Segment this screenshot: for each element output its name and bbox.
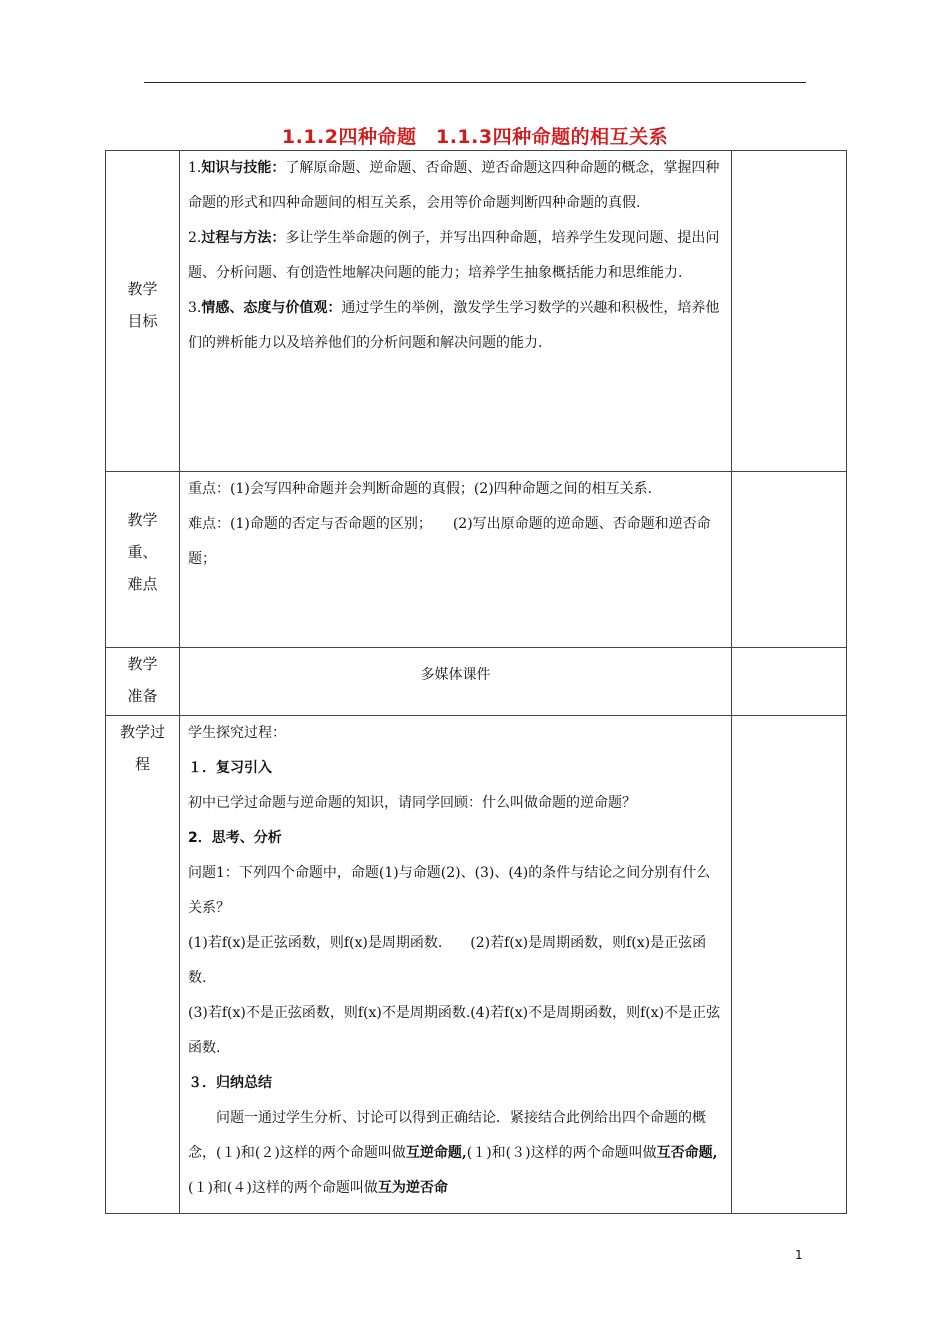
objective-knowledge <box>188 151 723 221</box>
lesson-plan-table <box>105 150 847 1214</box>
objective-number: 2. <box>188 230 202 246</box>
keypoints-label-1: 教学 <box>127 511 158 529</box>
key-point-text: 重点：(1)会写四种命题并会判断命题的真假；(2)四种命题之间的相互关系. <box>188 481 653 497</box>
process-intro: 学生探究过程： <box>188 725 286 741</box>
preparation-label-cell <box>106 648 180 716</box>
keypoints-content-cell <box>180 472 732 648</box>
difficult-point-text: 难点：(1)命题的否定与否命题的区别； (2)写出原命题的逆命题、否命题和逆否命题； <box>188 516 711 567</box>
preparation-content-cell <box>180 648 732 716</box>
section-analysis-heading: 2．思考、分析 <box>188 830 282 846</box>
keypoints-row <box>106 472 847 648</box>
preparation-label-1: 教学 <box>127 655 158 673</box>
objectives-row <box>106 151 847 472</box>
objectives-label-2: 目标 <box>127 312 158 330</box>
propositions-1-2: (1)若f(x)是正弦函数，则f(x)是周期函数. (2)若f(x)是周期函数，则f(x)是正弦函数. <box>188 935 707 986</box>
summary-part: 问题一通过学生分析、讨论可以得到正确结论．紧接结合此例给出四个命题的概念，(１)和(２)这样的两个命题叫做 <box>188 1110 706 1161</box>
objectives-content-cell <box>180 151 732 472</box>
keypoints-label-2: 重、 <box>127 543 158 561</box>
summary-text <box>188 1101 723 1206</box>
process-label-cell <box>106 716 180 1214</box>
summary-part: (１)和(３)这样的两个命题叫做 <box>466 1145 657 1161</box>
term-contrapositive: 互为逆否命 <box>377 1180 448 1196</box>
objective-text: 通过学生的举例，激发学生学习数学的兴趣和积极性，培养他们的辨析能力以及培养他们的分析问题和解决问题的能力. <box>188 300 720 351</box>
process-label-2: 程 <box>134 755 150 773</box>
preparation-text: 多媒体课件 <box>420 667 491 683</box>
header-rule <box>144 82 806 83</box>
section-summary-heading: ３．归纳总结 <box>188 1075 272 1091</box>
process-label-1: 教学过 <box>119 723 165 741</box>
process-row <box>106 716 847 1214</box>
keypoints-label-cell <box>106 472 180 648</box>
objective-heading: 过程与方法： <box>201 230 286 246</box>
objective-attitude <box>188 291 723 361</box>
process-notes-cell <box>732 716 847 1214</box>
objectives-label-cell <box>106 151 180 472</box>
preparation-notes-cell <box>732 648 847 716</box>
propositions-3-4: (3)若f(x)不是正弦函数，则f(x)不是周期函数.(4)若f(x)不是周期函数，则f(x)不是正弦函数. <box>188 1005 721 1056</box>
keypoints-notes-cell <box>732 472 847 648</box>
objective-number: 1. <box>188 160 202 176</box>
preparation-label-2: 准备 <box>127 687 158 705</box>
objective-text: 了解原命题、逆命题、否命题、逆否命题这四种命题的概念，掌握四种命题的形式和四种命题间的相互关系，会用等价命题判断四种命题的真假. <box>188 160 720 211</box>
objective-process <box>188 221 723 291</box>
objectives-label-1: 教学 <box>127 280 158 298</box>
keypoints-label-3: 难点 <box>127 575 158 593</box>
summary-part: (１)和(４)这样的两个命题叫做 <box>188 1180 378 1196</box>
objective-number: 3. <box>188 300 202 316</box>
term-inverse: 互否命题, <box>656 1145 718 1161</box>
objective-heading: 情感、态度与价值观： <box>201 300 342 316</box>
objective-heading: 知识与技能： <box>201 160 286 176</box>
term-converse: 互逆命题, <box>405 1145 467 1161</box>
objective-text: 多让学生举命题的例子，并写出四种命题，培养学生发现问题、提出问题、分析问题、有创造性地解决问题的能力；培养学生抽象概括能力和思维能力. <box>188 230 720 281</box>
process-content-cell <box>180 716 732 1214</box>
page-number: 1 <box>795 1248 803 1262</box>
objectives-notes-cell <box>732 151 847 472</box>
section-review-text: 初中已学过命题与逆命题的知识，请同学回顾：什么叫做命题的逆命题？ <box>188 795 636 811</box>
page-title: 1.1.2四种命题 1.1.3四种命题的相互关系 <box>281 126 669 148</box>
question-1: 问题1：下列四个命题中，命题(1)与命题(2)、(3)、(4)的条件与结论之间分别有什么关系？ <box>188 865 711 916</box>
preparation-row <box>106 648 847 716</box>
section-review-heading: １．复习引入 <box>188 760 272 776</box>
